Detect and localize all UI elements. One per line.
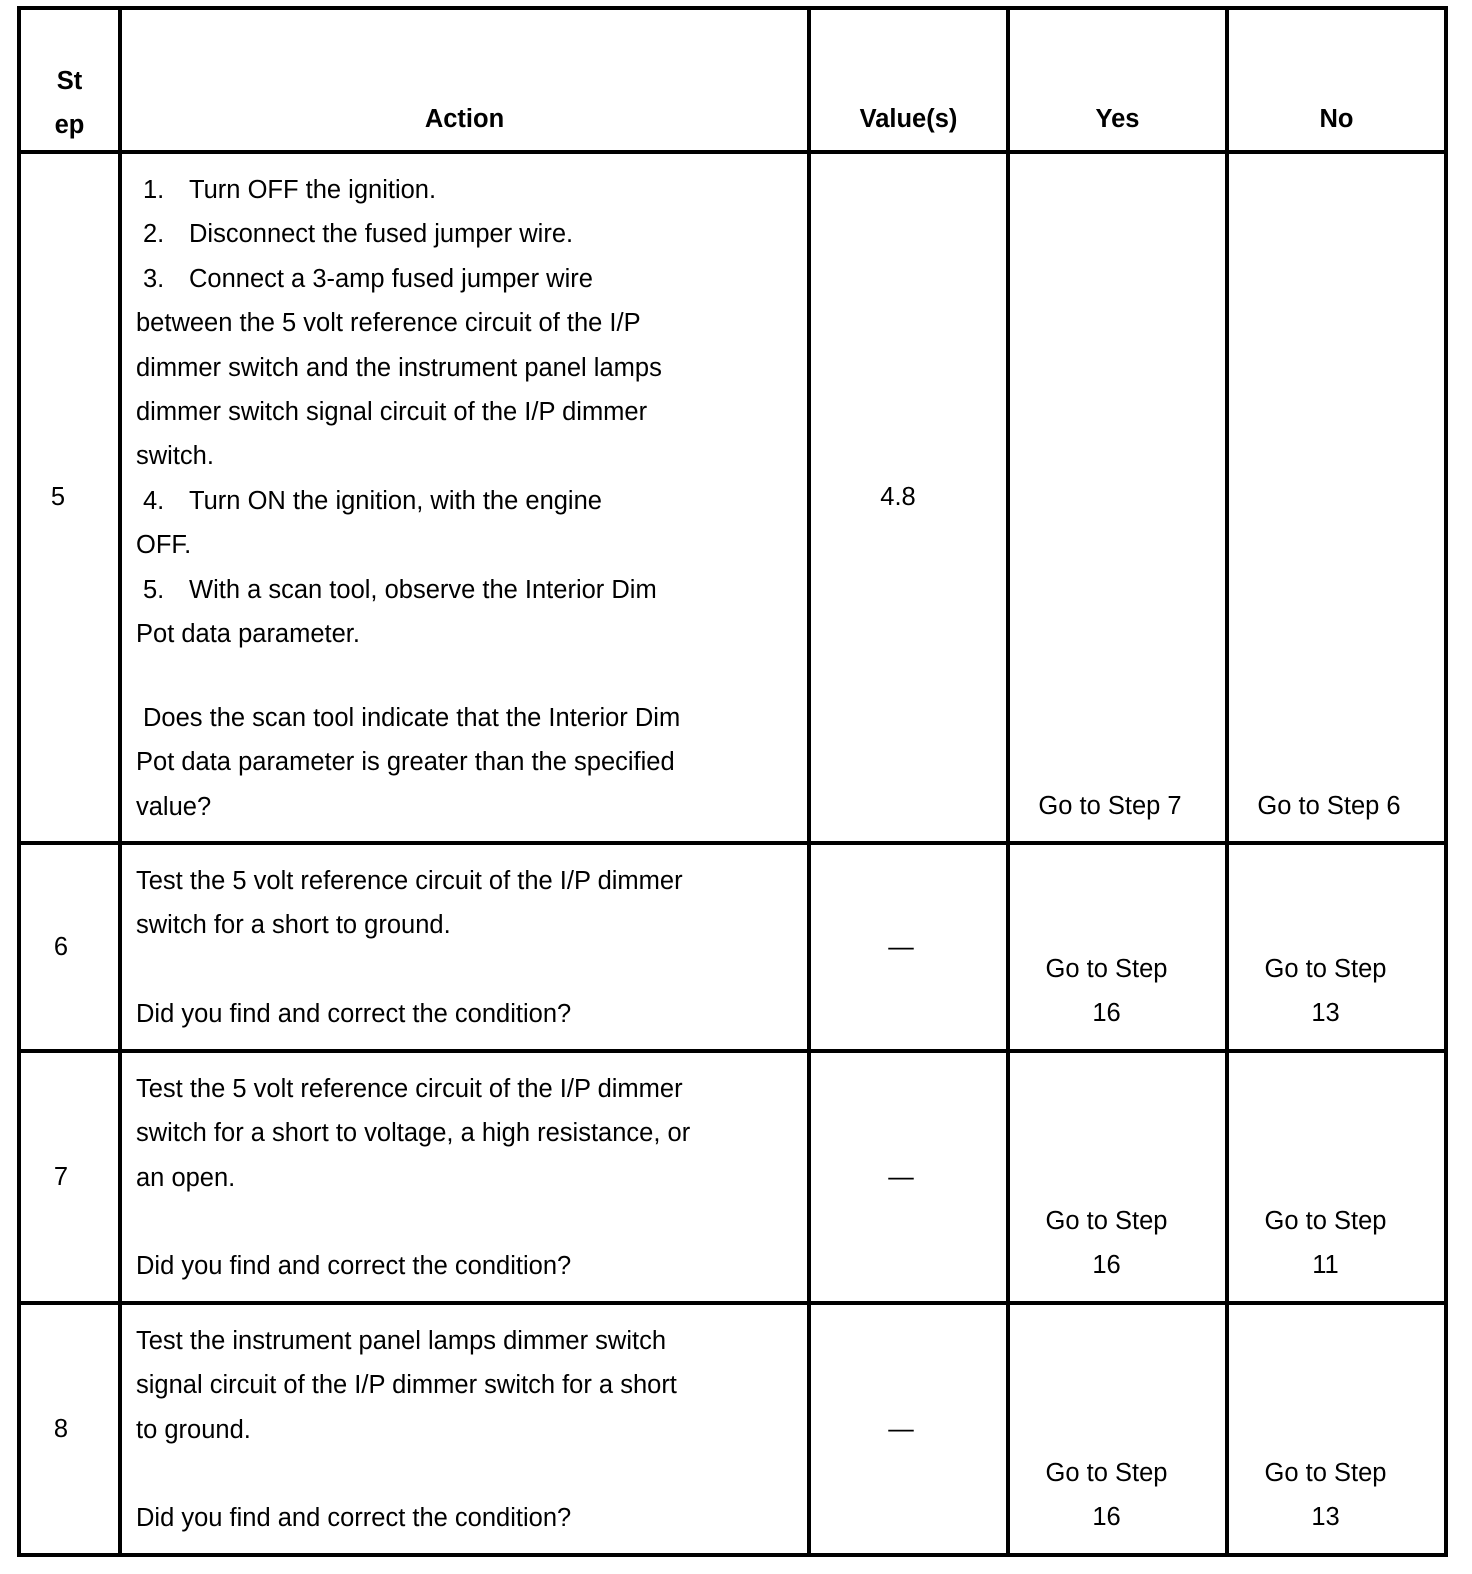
- header-no: No: [1319, 105, 1354, 133]
- no-cell: Go to Step 6: [1257, 792, 1401, 820]
- action-question: Did you find and correct the condition?: [136, 1000, 572, 1028]
- action-item-5: 5. With a scan tool, observe the Interior Dim: [143, 575, 657, 604]
- action-item-1: 1. Turn OFF the ignition.: [143, 176, 437, 204]
- action-item-4: 4. Turn ON the ignition, with the engine: [143, 486, 602, 515]
- action-item-3-cont: between the 5 volt reference circuit of the I/P: [136, 309, 641, 338]
- action-line: switch for a short to ground.: [136, 911, 451, 940]
- action-item-3-cont: dimmer switch signal circuit of the I/P dimmer: [136, 398, 648, 427]
- column-divider: [807, 6, 811, 1557]
- table-border-bottom: [17, 1553, 1448, 1557]
- action-item-4-cont: OFF.: [136, 531, 192, 560]
- step-number: 8: [53, 1415, 69, 1443]
- yes-line: Go to Step: [1045, 1459, 1168, 1487]
- header-step-line2: ep: [54, 111, 85, 140]
- question-line: value?: [136, 792, 212, 821]
- table-border-top: [17, 6, 1448, 10]
- action-item-5-cont: Pot data parameter.: [136, 620, 360, 649]
- action-line: Test the instrument panel lamps dimmer switch: [136, 1327, 667, 1355]
- no-line: Go to Step: [1264, 1459, 1387, 1487]
- question-line: Pot data parameter is greater than the specified: [136, 748, 675, 777]
- value-cell: —: [888, 1415, 914, 1443]
- header-action: Action: [424, 105, 505, 133]
- action-item-2: 2. Disconnect the fused jumper wire.: [143, 220, 574, 249]
- yes-cell: Go to Step 7: [1038, 792, 1182, 820]
- step-number: 6: [53, 933, 69, 961]
- action-item-3-cont: switch.: [136, 442, 214, 471]
- action-text: [136, 859, 796, 948]
- no-line: Go to Step: [1264, 955, 1387, 983]
- no-cell: [1229, 1451, 1422, 1540]
- question-line: Does the scan tool indicate that the Interior Dim: [143, 704, 681, 732]
- yes-cell: [1010, 947, 1203, 1036]
- action-question: [136, 696, 796, 829]
- action-text: [136, 1319, 796, 1452]
- action-line: switch for a short to voltage, a high resistance, or: [136, 1119, 691, 1148]
- row-divider: [17, 841, 1448, 845]
- yes-line: 16: [1092, 1503, 1121, 1532]
- column-divider: [118, 6, 122, 1557]
- no-line: Go to Step: [1264, 1207, 1387, 1235]
- action-line: Test the 5 volt reference circuit of the I/P dimmer: [136, 1075, 683, 1103]
- no-cell: [1229, 1199, 1422, 1288]
- yes-line: Go to Step: [1045, 955, 1168, 983]
- column-divider: [1006, 6, 1010, 1557]
- action-line: signal circuit of the I/P dimmer switch for a short: [136, 1371, 677, 1400]
- yes-line: 16: [1092, 999, 1121, 1028]
- column-divider: [1225, 6, 1229, 1557]
- yes-cell: [1010, 1199, 1203, 1288]
- no-line: 13: [1311, 1503, 1340, 1532]
- value-cell: 4.8: [880, 483, 916, 511]
- no-line: 11: [1312, 1251, 1339, 1280]
- action-item-3: 3. Connect a 3-amp fused jumper wire: [143, 264, 593, 293]
- action-line: an open.: [136, 1163, 236, 1192]
- step-number: 5: [50, 483, 66, 511]
- action-line: to ground.: [136, 1415, 251, 1444]
- header-values: Value(s): [859, 105, 958, 133]
- no-cell: [1229, 947, 1422, 1036]
- value-cell: —: [888, 1163, 914, 1191]
- action-question: Did you find and correct the condition?: [136, 1252, 572, 1280]
- row-divider: [17, 150, 1448, 154]
- no-line: 13: [1311, 999, 1340, 1028]
- diagnostic-table: [17, 6, 1448, 1557]
- table-border-right: [1444, 6, 1448, 1557]
- table-border-left: [17, 6, 21, 1557]
- yes-line: 16: [1092, 1251, 1121, 1280]
- row-divider: [17, 1301, 1448, 1305]
- action-line: Test the 5 volt reference circuit of the I/P dimmer: [136, 867, 683, 895]
- yes-line: Go to Step: [1045, 1207, 1168, 1235]
- yes-cell: [1010, 1451, 1203, 1540]
- header-yes: Yes: [1095, 105, 1140, 133]
- action-text: [136, 168, 796, 656]
- action-item-3-cont: dimmer switch and the instrument panel lamps: [136, 353, 662, 382]
- header-step: [21, 59, 118, 148]
- action-question: Did you find and correct the condition?: [136, 1504, 572, 1532]
- value-cell: —: [888, 933, 914, 961]
- step-number: 7: [53, 1163, 69, 1191]
- row-divider: [17, 1049, 1448, 1053]
- header-step-line1: St: [56, 67, 83, 95]
- action-text: [136, 1067, 796, 1200]
